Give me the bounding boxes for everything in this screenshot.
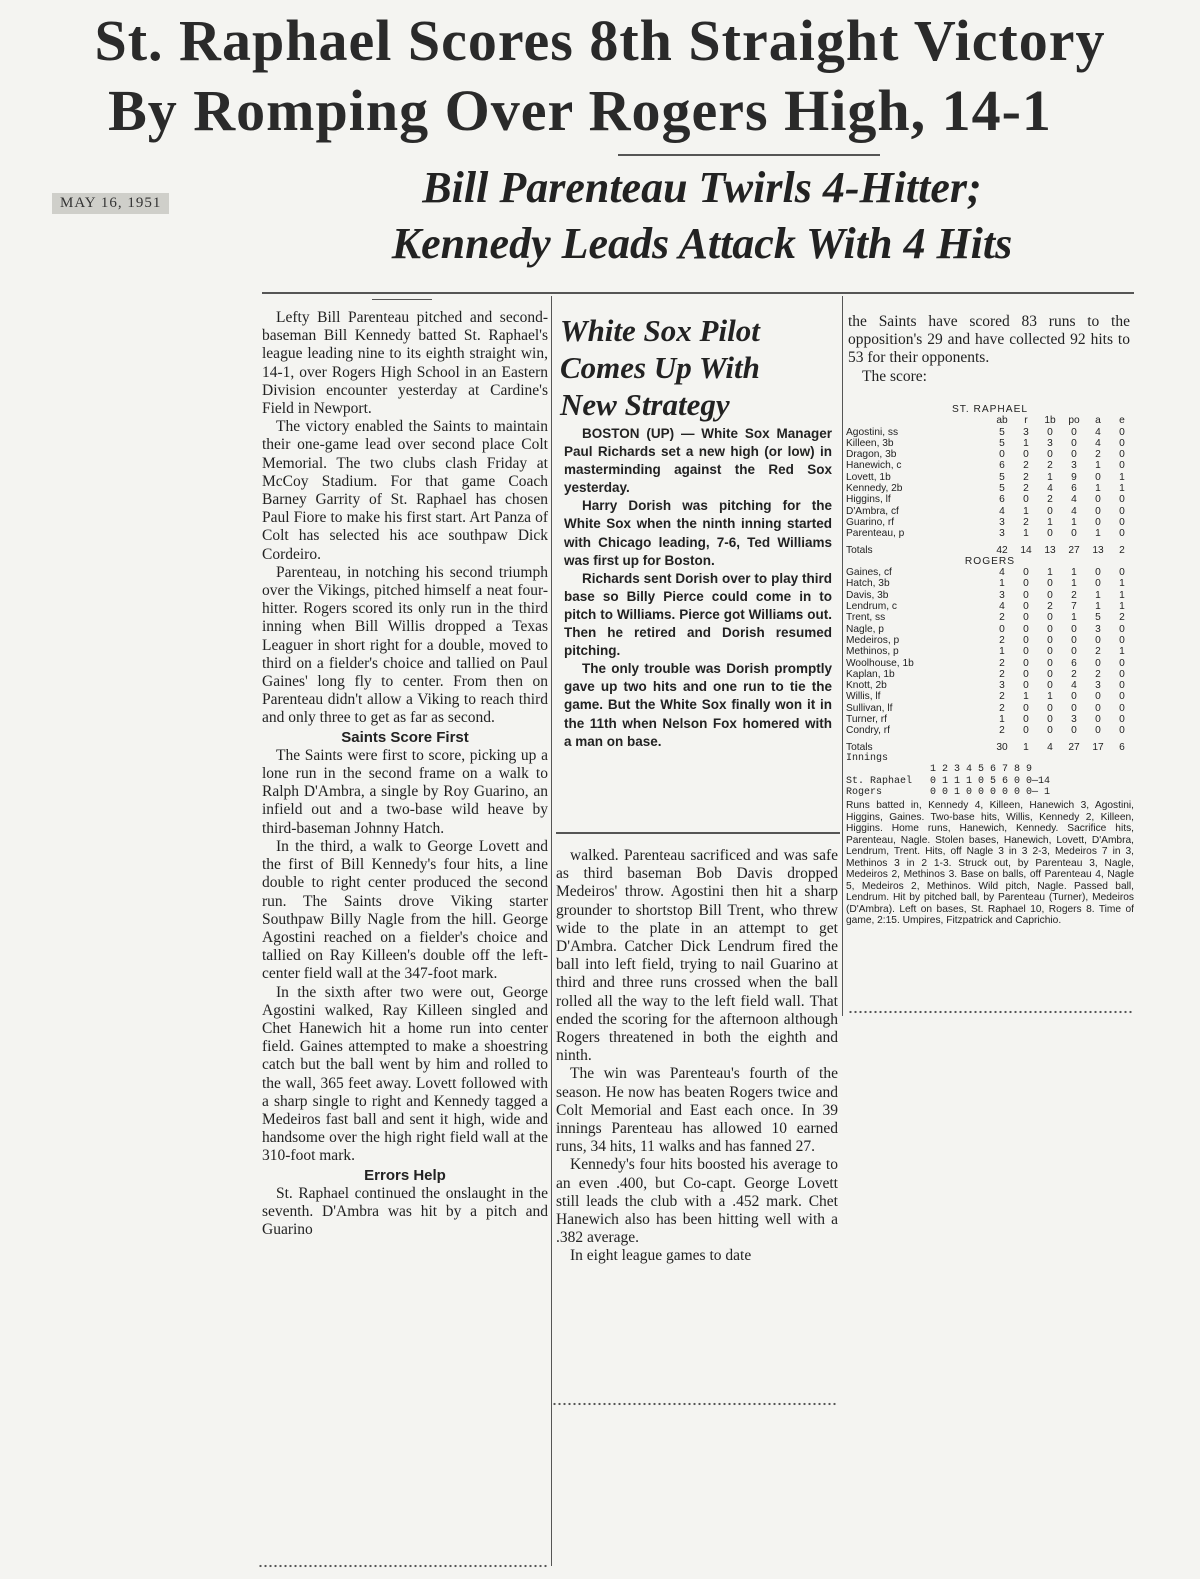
box-score-stat: 5 xyxy=(1095,612,1101,624)
box-score-stat: 13 xyxy=(1092,544,1104,556)
wire-box-rule xyxy=(556,832,840,834)
box-score-column-header: e xyxy=(1119,415,1125,427)
story-paragraph: The win was Parenteau's fourth of the season. He now has beaten Rogers twice and Colt Memorial and East each once. In 39 innings Parenteau has allowed 10 earned runs, 34 hits, 11 walks and has fanned 27. xyxy=(556,1065,838,1156)
box-score-column-header: ab xyxy=(996,415,1008,427)
box-score-stat: 1 xyxy=(1119,578,1125,590)
box-score-stat: 0 xyxy=(1119,725,1125,737)
box-score-player: Kaplan, 1b xyxy=(846,668,895,680)
box-score-stat: 2 xyxy=(999,657,1005,669)
box-score-column-header: r xyxy=(1024,415,1028,427)
box-score-stat: 3 xyxy=(1095,623,1101,635)
headline-rule xyxy=(618,154,880,156)
box-score-stat: 2 xyxy=(1047,494,1053,506)
box-score-column-header: a xyxy=(1095,415,1101,427)
box-score-stat: 2 xyxy=(1023,483,1029,495)
box-score-stat: 1 xyxy=(1095,589,1101,601)
box-score-stat: 2 xyxy=(1023,516,1029,528)
box-score-stat: 0 xyxy=(1023,567,1029,579)
box-score-stat: 5 xyxy=(999,471,1005,483)
box-score-row xyxy=(846,635,1134,646)
box-score-stat: 27 xyxy=(1068,741,1080,753)
wire-headline-line: New Strategy xyxy=(560,387,730,422)
box-score-player: Sullivan, lf xyxy=(846,702,893,714)
box-score-stat: 0 xyxy=(1047,646,1053,658)
box-score-stat: 0 xyxy=(1023,725,1029,737)
box-score-stat: 0 xyxy=(1071,725,1077,737)
box-score-player: Davis, 3b xyxy=(846,589,889,601)
box-score-row xyxy=(846,460,1134,471)
box-score-stat: 0 xyxy=(1119,634,1125,646)
wire-story xyxy=(564,425,832,751)
box-score-player: Kennedy, 2b xyxy=(846,483,903,495)
box-score-stat: 3 xyxy=(999,516,1005,528)
box-score-stat: 0 xyxy=(1119,714,1125,726)
box-score-stat: 0 xyxy=(1071,634,1077,646)
box-score-stat: 1 xyxy=(1047,567,1053,579)
box-score-stat: 1 xyxy=(1095,528,1101,540)
box-score-stat: 4 xyxy=(1071,494,1077,506)
box-score-stat: 0 xyxy=(1071,437,1077,449)
box-score-stat: 2 xyxy=(999,725,1005,737)
box-score-stat: 3 xyxy=(1071,460,1077,472)
story-column-1 xyxy=(262,309,548,1239)
column-end-dots xyxy=(848,1010,1132,1014)
box-score-player: Willis, lf xyxy=(846,691,881,703)
subhead-rule xyxy=(262,292,1134,294)
box-score-stat: 0 xyxy=(1023,601,1029,613)
box-score-row xyxy=(846,612,1134,623)
box-score-player: Totals xyxy=(846,544,873,556)
box-score-player: Methinos, p xyxy=(846,646,899,658)
box-score-player: Hatch, 3b xyxy=(846,578,890,590)
box-score-stat: 27 xyxy=(1068,544,1080,556)
box-score-player: Knott, 2b xyxy=(846,680,887,692)
box-score-row xyxy=(846,567,1134,578)
box-score-stat: 0 xyxy=(1023,680,1029,692)
box-score-row xyxy=(846,528,1134,539)
box-score-stat: 1 xyxy=(1071,567,1077,579)
box-score-stat: 0 xyxy=(1047,578,1053,590)
box-score-stat: 2 xyxy=(1047,601,1053,613)
box-score xyxy=(846,404,1134,927)
box-score-summary: Runs batted in, Kennedy 4, Killeen, Hanewich 3, Agostini, Higgins, Gaines. Two-base hits, Willis, Kennedy 2, Killeen, Higgins. Home runs, Hanewich, Kennedy. Sacrifice hits, Parenteau, Nagle. Stolen bases, Hanewich, Lovett, D'Ambra, Lendrum, Trent. Hits, off Nagle 3 in 3 2-3, Medeiros 7 in 3, Methinos 3 in 2 1-3. Struck out, by Parenteau 3, Nagle, Medeiros 2, Methinos 3. Base on balls, off Parenteau 4, Nagle 5, Medeiros 2, Methinos. Wild pitch, Nagle. Passed ball, Lendrum. Hit by pitched ball, by Parenteau (Turner), Medeiros (D'Ambra). Left on bases, St. Raphael 10, Rogers 8. Time of game, 2:15. Umpires, Fitzpatrick and Caprichio. xyxy=(846,800,1134,927)
box-score-stat: 1 xyxy=(999,714,1005,726)
story-paragraph: walked. Parenteau sacrificed and was safe as third baseman Bob Davis dropped Medeiros' throw. Agostini then hit a sharp grounder to shortstop Bill Trent, who threw wide to the plate in an attempt to get D'Ambra. Catcher Dick Lendrum fired the ball into left field, trying to nail Guarino at third and three runs crossed when the ball rolled all the way to the left field wall. That ended the scoring for the afternoon although Rogers threatened in both the eighth and ninth. xyxy=(556,847,838,1065)
box-score-row xyxy=(846,601,1134,612)
box-score-stat: 2 xyxy=(1071,589,1077,601)
linescore-line: 1 2 3 4 5 6 7 8 9 xyxy=(846,764,1033,776)
box-score-stat: 0 xyxy=(1119,657,1125,669)
box-score-stat: 3 xyxy=(999,589,1005,601)
box-score-stat: 2 xyxy=(1095,646,1101,658)
linescore-line: St. Raphael 0 1 1 1 0 5 6 0 0—14 xyxy=(846,775,1051,787)
box-score-row xyxy=(846,578,1134,589)
box-score-stat: 0 xyxy=(1095,567,1101,579)
box-score-stat: 0 xyxy=(1047,702,1053,714)
box-score-stat: 0 xyxy=(1119,623,1125,635)
box-score-stat: 2 xyxy=(1119,544,1125,556)
box-score-stat: 0 xyxy=(1047,668,1053,680)
box-score-player: Nagle, p xyxy=(846,623,884,635)
box-score-stat: 9 xyxy=(1071,471,1077,483)
box-score-stat: 4 xyxy=(999,567,1005,579)
column-rule-2 xyxy=(842,296,843,1016)
box-score-stat: 6 xyxy=(1071,657,1077,669)
box-score-stat: 0 xyxy=(1095,714,1101,726)
box-score-stat: 0 xyxy=(1071,646,1077,658)
box-score-stat: 5 xyxy=(999,483,1005,495)
box-score-stat: 2 xyxy=(999,634,1005,646)
box-score-stat: 0 xyxy=(1023,668,1029,680)
box-score-stat: 1 xyxy=(1023,437,1029,449)
box-score-stat: 1 xyxy=(1047,471,1053,483)
box-score-stat: 0 xyxy=(1095,494,1101,506)
box-score-stat: 2 xyxy=(1095,668,1101,680)
box-score-row xyxy=(846,438,1134,449)
box-score-stat: 0 xyxy=(1095,505,1101,517)
box-score-stat: 4 xyxy=(999,505,1005,517)
box-score-stat: 3 xyxy=(1047,437,1053,449)
box-score-stat: 2 xyxy=(999,702,1005,714)
box-score-stat: 2 xyxy=(1119,612,1125,624)
box-score-team-row xyxy=(846,404,1134,415)
story-column-2 xyxy=(556,847,838,1266)
box-score-stat: 0 xyxy=(1047,623,1053,635)
box-score-row xyxy=(846,483,1134,494)
box-score-row xyxy=(846,691,1134,702)
box-score-stat: 0 xyxy=(1023,612,1029,624)
box-score-stat: 0 xyxy=(1119,702,1125,714)
box-score-row xyxy=(846,714,1134,725)
box-score-stat: 4 xyxy=(999,601,1005,613)
story-paragraph: the Saints have scored 83 runs to the opposition's 29 and have collected 92 hits to 53 for their opponents. xyxy=(848,313,1130,367)
dateline-stamp: MAY 16, 1951 xyxy=(52,193,169,214)
box-score-stat: 0 xyxy=(1047,657,1053,669)
box-score-stat: 0 xyxy=(1095,471,1101,483)
box-score-stat: 0 xyxy=(1071,702,1077,714)
box-score-header-row xyxy=(846,415,1134,426)
box-score-stat: 6 xyxy=(1119,741,1125,753)
box-score-stat: 0 xyxy=(1119,680,1125,692)
box-score-stat: 1 xyxy=(1095,601,1101,613)
box-score-team-name: ROGERS xyxy=(964,555,1016,567)
box-score-stat: 6 xyxy=(1071,483,1077,495)
story-paragraph: Parenteau, in notching his second triumph over the Vikings, pitched himself a neat four-hitter. Rogers scored its only run in the third inning when Bill Willis dropped a Texas Leaguer in short right for a double, moved to third on a fielder's choice and tallied on Paul Gaines' long fly to center. From then on Parenteau didn't allow a Viking to reach third and only three to get as far as second. xyxy=(262,563,548,727)
box-score-stat: 7 xyxy=(1071,601,1077,613)
linescore-line: Innings xyxy=(846,752,889,764)
box-score-stat: 0 xyxy=(1119,449,1125,461)
box-score-stat: 1 xyxy=(1023,691,1029,703)
box-score-stat: 0 xyxy=(1023,578,1029,590)
box-score-stat: 0 xyxy=(1119,668,1125,680)
linescore-line: Rogers 0 0 1 0 0 0 0 0 0— 1 xyxy=(846,786,1051,798)
box-score-row xyxy=(846,669,1134,680)
box-score-row xyxy=(846,658,1134,669)
box-score-stat: 3 xyxy=(1095,680,1101,692)
box-score-stat: 1 xyxy=(1095,483,1101,495)
box-score-player: Hanewich, c xyxy=(846,460,902,472)
box-score-stat: 1 xyxy=(1119,646,1125,658)
box-score-stat: 0 xyxy=(1047,634,1053,646)
box-score-stat: 2 xyxy=(999,668,1005,680)
box-score-player: Medeiros, p xyxy=(846,634,900,646)
box-score-team-name: ST. RAPHAEL xyxy=(951,404,1029,415)
box-score-stat: 1 xyxy=(1071,578,1077,590)
box-score-stat: 2 xyxy=(1095,449,1101,461)
wire-paragraph: BOSTON (UP) — White Sox Manager Paul Richards set a new high (or low) in masterminding against the Red Sox yesterday. xyxy=(564,426,832,496)
box-score-stat: 0 xyxy=(1023,589,1029,601)
box-score-stat: 1 xyxy=(1023,528,1029,540)
story-paragraph: In the sixth after two were out, George Agostini walked, Ray Killeen singled and Chet Hanewich hit a home run into center field. Gaines attempted to make a shoestring catch but the ball went by him and rolled to the wall, 365 feet away. Lovett followed with a sharp single to right and Kennedy tagged a Medeiros fast ball and sent it high, wide and handsome over the high right field wall at the 310-foot mark. xyxy=(262,983,548,1165)
wire-paragraph: Harry Dorish was pitching for the White Sox when the ninth inning started with Chicago leading, 7-6, Ted Williams was first up for Boston. xyxy=(564,498,832,568)
box-score-stat: 0 xyxy=(1047,426,1053,438)
box-score-stat: 4 xyxy=(1071,505,1077,517)
box-score-stat: 0 xyxy=(1023,646,1029,658)
box-score-stat: 13 xyxy=(1044,544,1056,556)
box-score-stat: 2 xyxy=(999,691,1005,703)
box-score-player: Totals xyxy=(846,741,873,753)
box-score-stat: 42 xyxy=(996,544,1008,556)
box-score-stat: 0 xyxy=(1095,516,1101,528)
box-score-stat: 4 xyxy=(1047,741,1053,753)
box-score-player: Condry, rf xyxy=(846,725,890,737)
box-score-stat: 1 xyxy=(1119,471,1125,483)
box-score-stat: 0 xyxy=(1023,494,1029,506)
box-score-stat: 5 xyxy=(999,426,1005,438)
box-score-stat: 0 xyxy=(1047,725,1053,737)
story-paragraph: Lefty Bill Parenteau pitched and second-baseman Bill Kennedy batted St. Raphael's league leading nine to its eighth straight win, 14-1, over Rogers High School in an Eastern Division encounter yesterday at Cardine's Field in Newport. xyxy=(262,309,548,418)
box-score-player: Lendrum, c xyxy=(846,601,897,613)
box-score-row xyxy=(846,703,1134,714)
story-paragraph: In the third, a walk to George Lovett and the first of Bill Kennedy's four hits, a line double to right center produced the second run. The Saints drove Viking starter Southpaw Billy Nagle from the hill. George Agostini reached on a fielder's choice and tallied on Ray Killeen's double off the left-center field wall at the 347-foot mark. xyxy=(262,837,548,983)
box-score-stat: 3 xyxy=(999,680,1005,692)
story-paragraph: In eight league games to date xyxy=(570,1247,752,1265)
box-score-stat: 0 xyxy=(1047,589,1053,601)
box-score-stat: 17 xyxy=(1092,741,1104,753)
box-score-stat: 1 xyxy=(1047,691,1053,703)
box-score-stat: 0 xyxy=(999,623,1005,635)
box-score-player: Guarino, rf xyxy=(846,516,895,528)
box-score-stat: 4 xyxy=(1071,680,1077,692)
box-score-stat: 0 xyxy=(1071,623,1077,635)
box-score-player: Woolhouse, 1b xyxy=(846,657,914,669)
box-score-player: Gaines, cf xyxy=(846,567,892,579)
box-score-stat: 0 xyxy=(1047,612,1053,624)
box-score-stat: 0 xyxy=(1047,449,1053,461)
box-score-player: Killeen, 3b xyxy=(846,437,894,449)
box-score-player: Higgins, lf xyxy=(846,494,891,506)
wire-headline-line: White Sox Pilot xyxy=(560,313,760,348)
box-score-stat: 0 xyxy=(1047,680,1053,692)
box-score-row xyxy=(846,590,1134,601)
box-score-stat: 0 xyxy=(1047,528,1053,540)
box-score-stat: 6 xyxy=(999,494,1005,506)
box-score-stat: 30 xyxy=(996,741,1008,753)
box-score-stat: 0 xyxy=(1119,426,1125,438)
box-score-stat: 5 xyxy=(999,437,1005,449)
box-score-table xyxy=(846,404,1134,753)
box-score-stat: 0 xyxy=(1119,460,1125,472)
box-score-stat: 0 xyxy=(1023,623,1029,635)
box-score-stat: 1 xyxy=(1023,505,1029,517)
box-score-row xyxy=(846,624,1134,635)
box-score-stat: 0 xyxy=(1095,725,1101,737)
box-score-stat: 1 xyxy=(1095,460,1101,472)
box-score-stat: 2 xyxy=(1023,471,1029,483)
column-rule-1 xyxy=(551,296,552,1566)
box-score-stat: 1 xyxy=(1119,483,1125,495)
box-score-stat: 0 xyxy=(1095,702,1101,714)
box-score-stat: 0 xyxy=(1023,449,1029,461)
box-score-stat: 0 xyxy=(1119,505,1125,517)
box-score-row xyxy=(846,494,1134,505)
box-score-row xyxy=(846,427,1134,438)
box-score-stat: 4 xyxy=(1047,483,1053,495)
box-score-stat: 0 xyxy=(1119,494,1125,506)
linescore xyxy=(846,753,1134,798)
box-score-row xyxy=(846,449,1134,460)
box-score-stat: 0 xyxy=(1119,437,1125,449)
box-score-stat: 0 xyxy=(1095,691,1101,703)
box-score-player: Turner, rf xyxy=(846,714,887,726)
box-score-stat: 0 xyxy=(1119,516,1125,528)
box-score-player: Dragon, 3b xyxy=(846,449,897,461)
story-paragraph: The victory enabled the Saints to maintain their one-game lead over second place Colt Memorial. The two clubs clash Friday at McCoy Stadium. For that game Coach Barney Garrity of St. Raphael has chosen Paul Fiore to make his first start. Art Panza of Colt has selected his ace southpaw Dick Cordeiro. xyxy=(262,418,548,563)
story-paragraph: Kennedy's four hits boosted his average to an even .400, but Co-capt. George Lovett still leads the club with a .452 mark. Chet Hanewich also has been hitting well with a .382 average. xyxy=(556,1156,838,1247)
box-score-player: Agostini, ss xyxy=(846,426,899,438)
box-score-stat: 0 xyxy=(1023,634,1029,646)
box-score-row xyxy=(846,506,1134,517)
box-score-stat: 1 xyxy=(999,646,1005,658)
story-paragraph: St. Raphael continued the onslaught in the seventh. D'Ambra was hit by a pitch and Guarino xyxy=(262,1184,548,1239)
box-score-team-row xyxy=(846,556,1134,567)
box-score-stat: 0 xyxy=(1119,528,1125,540)
headline-line-2: By Romping Over Rogers High, 14-1 xyxy=(108,78,1052,143)
box-score-column-header: po xyxy=(1068,415,1080,427)
story-subhead: Saints Score First xyxy=(341,728,469,746)
box-score-stat: 2 xyxy=(1047,460,1053,472)
box-score-stat: 0 xyxy=(1071,691,1077,703)
lead-rule xyxy=(372,299,432,300)
box-score-stat: 0 xyxy=(1071,449,1077,461)
box-score-stat: 0 xyxy=(1023,657,1029,669)
box-score-stat: 0 xyxy=(1119,567,1125,579)
box-score-stat: 0 xyxy=(1047,505,1053,517)
box-score-column-header: 1b xyxy=(1044,415,1056,427)
box-score-row xyxy=(846,646,1134,657)
headline-line-1: St. Raphael Scores 8th Straight Victory xyxy=(94,8,1106,73)
story-paragraph: The score: xyxy=(862,367,927,385)
box-score-row xyxy=(846,472,1134,483)
box-score-stat: 1 xyxy=(1023,741,1029,753)
box-score-stat: 0 xyxy=(1023,702,1029,714)
box-score-stat: 2 xyxy=(1071,668,1077,680)
box-score-stat: 0 xyxy=(1023,714,1029,726)
box-score-stat: 0 xyxy=(1095,634,1101,646)
box-score-stat: 3 xyxy=(1023,426,1029,438)
story-column-3 xyxy=(848,313,1130,386)
box-score-stat: 0 xyxy=(1047,714,1053,726)
wire-paragraph: The only trouble was Dorish promptly gave up two hits and one run to tie the game. But the White Sox finally won it in the 11th when Nelson Fox homered with a man on base. xyxy=(564,661,832,749)
subhead-line-1: Bill Parenteau Twirls 4-Hitter; xyxy=(422,163,982,212)
subhead-line-2: Kennedy Leads Attack With 4 Hits xyxy=(391,219,1013,268)
box-score-stat: 0 xyxy=(1095,657,1101,669)
box-score-totals-row xyxy=(846,540,1134,556)
box-score-stat: 14 xyxy=(1020,544,1032,556)
box-score-stat: 0 xyxy=(1071,528,1077,540)
story-paragraph: The Saints were first to score, picking up a lone run in the second frame on a walk to Ralph D'Ambra, a single by Roy Guarino, an infield out and a two-base wild heave by third-baseman Johnny Hatch. xyxy=(262,746,548,837)
box-score-stat: 6 xyxy=(999,460,1005,472)
box-score-stat: 1 xyxy=(1119,589,1125,601)
wire-headline xyxy=(560,312,830,423)
story-subhead: Errors Help xyxy=(364,1166,446,1184)
box-score-stat: 4 xyxy=(1095,426,1101,438)
box-score-stat: 1 xyxy=(1071,612,1077,624)
box-score-stat: 1 xyxy=(1071,516,1077,528)
box-score-stat: 1 xyxy=(1047,516,1053,528)
box-score-stat: 0 xyxy=(1095,578,1101,590)
box-score-stat: 0 xyxy=(999,449,1005,461)
box-score-player: Parenteau, p xyxy=(846,528,905,540)
box-score-stat: 4 xyxy=(1095,437,1101,449)
box-score-stat: 1 xyxy=(999,578,1005,590)
box-score-row xyxy=(846,680,1134,691)
box-score-stat: 3 xyxy=(1071,714,1077,726)
wire-headline-line: Comes Up With xyxy=(560,350,760,385)
box-score-player: Lovett, 1b xyxy=(846,471,891,483)
column-end-dots xyxy=(258,1564,548,1568)
box-score-stat: 2 xyxy=(1023,460,1029,472)
wire-paragraph: Richards sent Dorish over to play third base so Billy Pierce could come in to pitch to Williams. Pierce got Williams out. Then he retired and Dorish resumed pitching. xyxy=(564,570,832,659)
box-score-row xyxy=(846,725,1134,736)
box-score-stat: 3 xyxy=(999,528,1005,540)
box-score-player: D'Ambra, cf xyxy=(846,505,899,517)
box-score-totals-row xyxy=(846,737,1134,753)
box-score-header-blank xyxy=(846,415,990,426)
column-end-dots xyxy=(552,1402,836,1406)
box-score-stat: 0 xyxy=(1119,691,1125,703)
box-score-player: Trent, ss xyxy=(846,612,886,624)
box-score-stat: 1 xyxy=(1119,601,1125,613)
box-score-row xyxy=(846,517,1134,528)
box-score-stat: 0 xyxy=(1071,426,1077,438)
box-score-stat: 2 xyxy=(999,612,1005,624)
